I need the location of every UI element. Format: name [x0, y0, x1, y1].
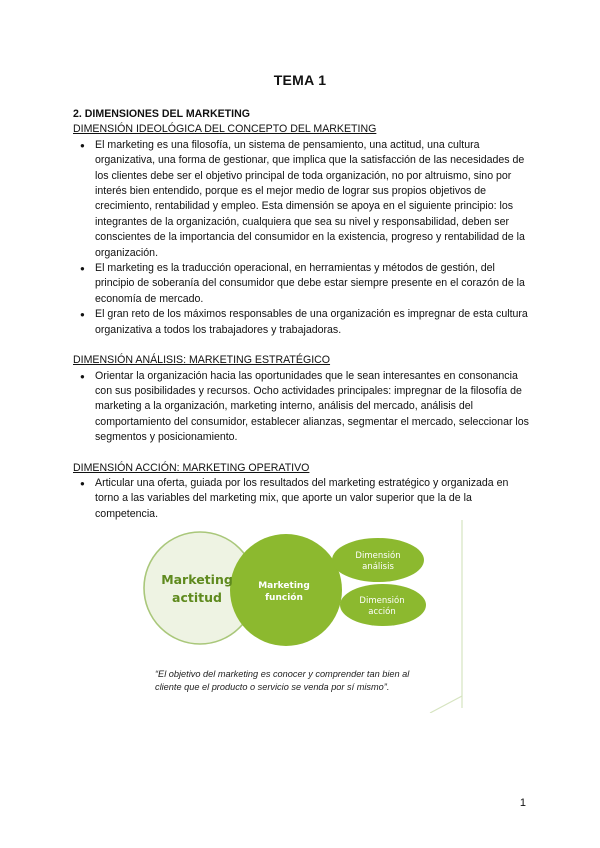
bullet-list-accion [73, 476, 533, 522]
diagram-quote-line-1: “El objetivo del marketing es conocer y comprender tan bien al [155, 669, 410, 679]
list-item: ● El marketing es la traducción operacional, en herramientas y métodos de gestión, del principio de soberanía del consumidor que debe estar siempre presente en el corazón de la economía de mercado. [95, 261, 533, 307]
bullet-list-ideologica [73, 138, 533, 338]
label-accion-2: acción [368, 607, 396, 617]
label-funcion-2: función [265, 593, 303, 603]
page-number: 1 [519, 797, 526, 809]
section-heading: 2. DIMENSIONES DEL MARKETING [73, 108, 250, 120]
label-actitud-1: Marketing [161, 572, 233, 587]
subsection-heading-accion: DIMENSIÓN ACCIÓN: MARKETING OPERATIVO [73, 461, 310, 474]
bullet-list-analisis [73, 369, 533, 446]
label-actitud-2: actitud [172, 590, 222, 605]
label-analisis-1: Dimensión [355, 551, 401, 561]
subsection-heading-ideologica: DIMENSIÓN IDEOLÓGICA DEL CONCEPTO DEL MARKETING [73, 123, 377, 136]
list-item: ● El marketing es una filosofía, un sistema de pensamiento, una actitud, una cultura organizativa, una forma de gestionar, que implica que la satisfacción de las necesidades de los clientes debe ser el objetivo principal de toda organización, no por altruismo, sino por interés bien entendido, porque es el mejor medio de lograr sus propios objetivos de crecimiento, rentabilidad y empleo. Esta dimensión se apoya en el siguiente principio: los integrantes de la organización, cualquiera que sea su nivel y responsabilidad, deben ser conscientes de la importancia del consumidor en la existencia, progreso y rentabilidad de la organización. [95, 138, 533, 261]
subsection-heading-analisis: DIMENSIÓN ANÁLISIS: MARKETING ESTRATÉGICO [73, 354, 331, 367]
page-title: TEMA 1 [273, 72, 327, 88]
diagram-border-corner [430, 696, 462, 713]
label-analisis-2: análisis [362, 562, 394, 572]
list-item: ● El gran reto de los máximos responsables de una organización es impregnar de esta cultura organizativa a todos los trabajadores y trabajadoras. [95, 307, 533, 338]
list-item: ● Orientar la organización hacia las oportunidades que le sean interesantes en consonancia con sus posibilidades y recursos. Ocho actividades principales: impregnar de la filosofía de marketing a la organización, marketing interno, análisis del mercado, análisis del comportamiento del consumidor, establecer alianzas, segmentar el mercado, seleccionar los segmentos y posicionamiento. [95, 369, 533, 446]
marketing-diagram [140, 518, 465, 713]
diagram-quote-line-2: cliente que el producto o servicio se venda por sí mismo”. [155, 682, 390, 692]
list-item: ● Articular una oferta, guiada por los resultados del marketing estratégico y organizada en torno a las variables del marketing mix, que aporte un valor superior que la de la competencia. [95, 476, 533, 522]
document-body [73, 107, 533, 522]
label-accion-1: Dimensión [359, 596, 405, 606]
label-funcion-1: Marketing [258, 581, 310, 591]
